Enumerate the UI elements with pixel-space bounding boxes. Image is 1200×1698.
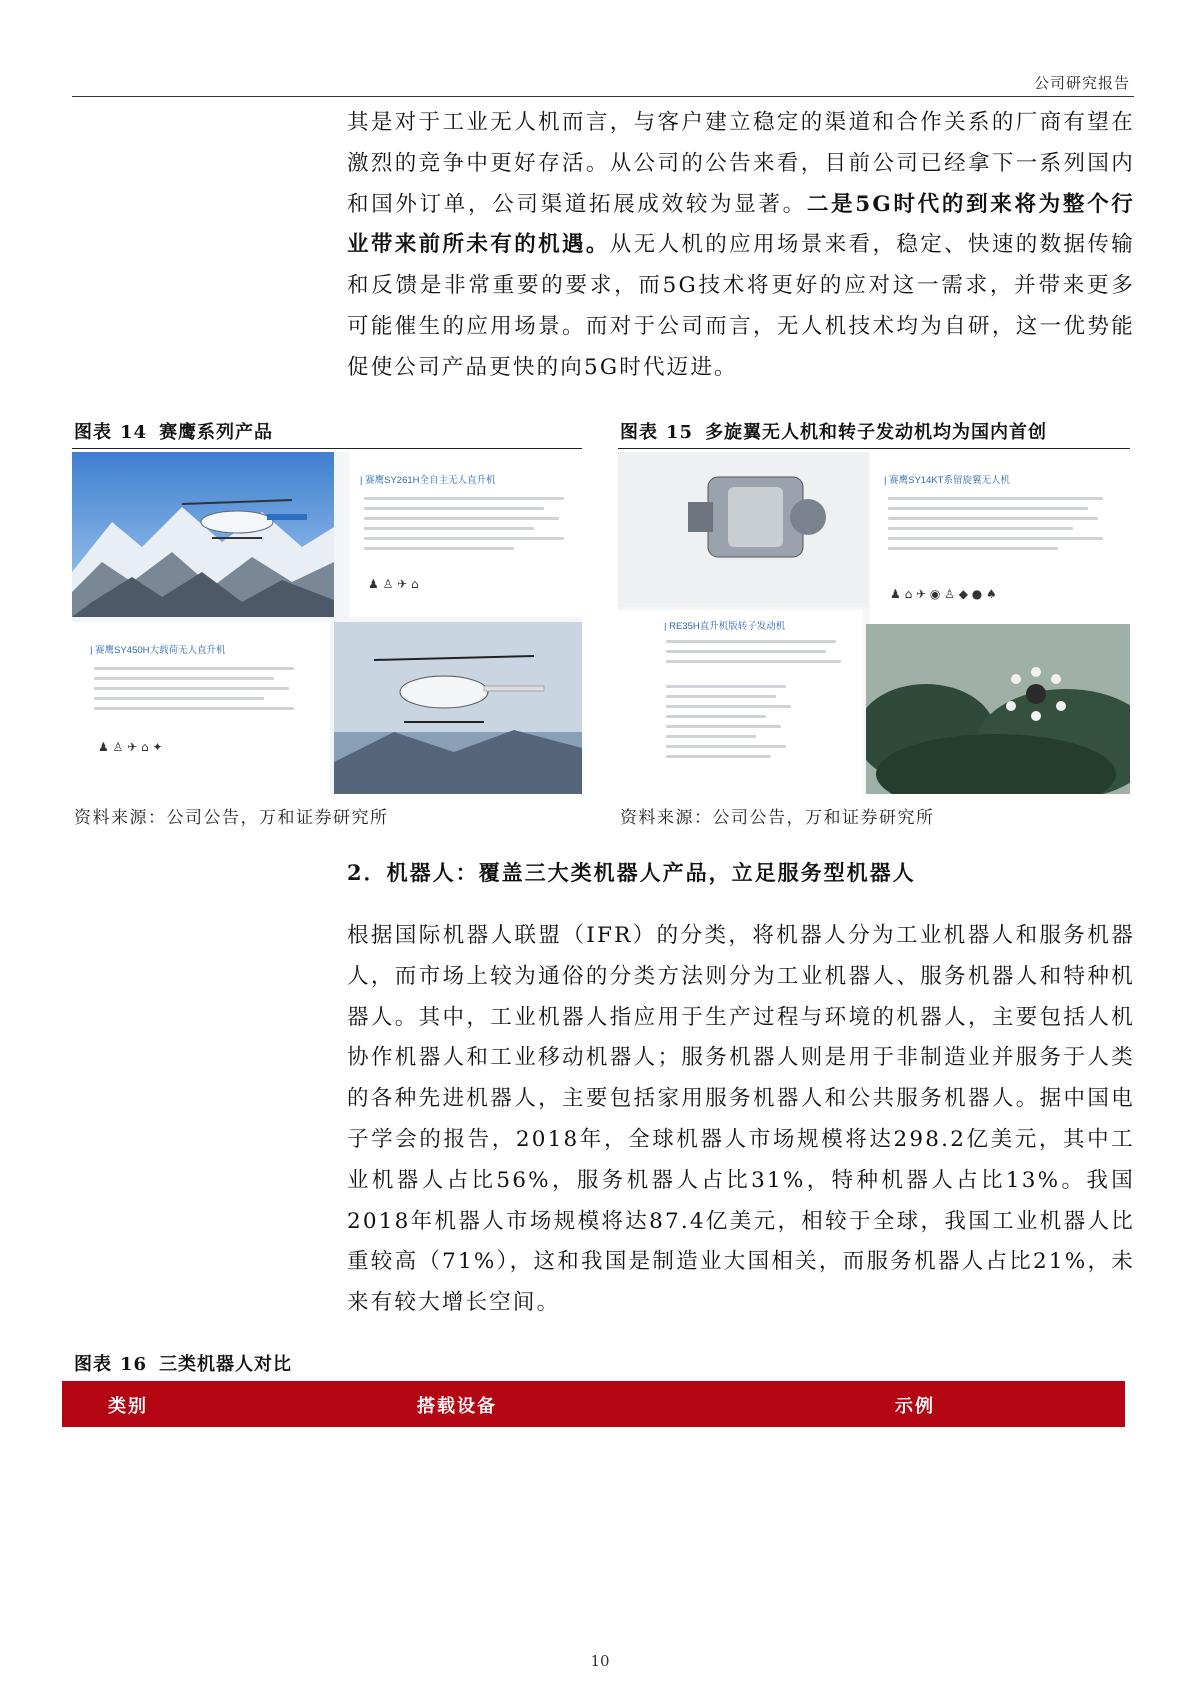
fig14-image — [72, 452, 582, 794]
section-heading: 2．机器人：覆盖三大类机器人产品，立足服务型机器人 — [347, 860, 916, 885]
fig16-title-text: 三类机器人对比 — [159, 1354, 293, 1375]
app-icon: ♟ ♙ ✈ ⌂ ✦ — [98, 740, 163, 754]
sy261h-photo — [72, 452, 334, 617]
column-header-category: 类别 — [108, 1396, 148, 1417]
sy14kt-spec-card — [870, 452, 1130, 624]
fig16-label: 图表 — [74, 1354, 112, 1375]
re35h-card-title: | RE35H直升机版转子发动机 — [664, 621, 786, 632]
re35h-engine-photo — [618, 452, 868, 607]
intro-line-3: 国内和国外订单，公司渠道拓展成效较为显著。 — [347, 150, 1135, 217]
sy450h-spec-card — [72, 622, 330, 794]
re35h-spec-card — [618, 610, 863, 794]
fig15-label: 图表 — [620, 422, 658, 443]
sy14kt-card-title: | 赛鹰SY14KT系留旋翼无人机 — [884, 475, 1010, 486]
fig15-title — [620, 418, 1047, 444]
fig15-number: 15 — [666, 422, 694, 443]
fig15-title-text: 多旋翼无人机和转子发动机均为国内首创 — [705, 422, 1048, 443]
fig15-rule — [618, 448, 1130, 449]
robot-comparison-table-header — [62, 1381, 1125, 1427]
fig15-image — [618, 452, 1130, 794]
sy14kt-drone-photo — [866, 624, 1130, 794]
fig14-label: 图表 — [74, 422, 112, 443]
fig16-number: 16 — [120, 1354, 148, 1375]
app-icon: ♟ ♙ ✈ ⌂ — [368, 577, 419, 591]
header-divider — [72, 96, 1134, 97]
section2-paragraph: 根据国际机器人联盟（IFR）的分类，将机器人分为工业机器人和服务机器人，而市场上较为通俗的分类方法则分为工业机器人、服务机器人和特种机器人。其中，工业机器人指应用于生产过程与环境的机器人，主要包括人机协作机器人和工业移动机器人；服务机器人则是用于非制造业并服务于人类的各种先进机器人，主要包括家用服务机器人和公共服务机器人。据中国电子学会的报告，2018年，全球机器人市场规模将达298.2亿美元，其中工业机器人占比56%，服务机器人占比31%，特种机器人占比13%。我国2018年机器人市场规模将达87.4亿美元，相较于全球，我国工业机器人比重较高（71%），这和我国是制造业大国相关，而服务机器人占比21%，未来有较大增长空间。 — [347, 923, 1135, 1316]
fig14-title — [74, 418, 273, 444]
intro-line-1: 其是对于工业无人机而言，与客户建立稳定的渠道和合作关系的厂商有望 — [347, 110, 1112, 135]
fig15-source: 资料来源：公司公告，万和证券研究所 — [620, 808, 935, 828]
intro-rest: 从无人机的应用场景来看，稳定、快速的数据传输和反馈是非常重要的要求，而5G技术将更好的应对这一需求，并带来更多可能催生的应用场景。而对于公司而言，无人机技术均为自研，这一优势能促使公司产品更快的向5G时代迈进。 — [347, 232, 1136, 380]
report-type-label: 公司研究报告 — [1033, 74, 1130, 92]
sy450h-photo — [334, 622, 582, 794]
fig14-source: 资料来源：公司公告，万和证券研究所 — [74, 808, 389, 828]
fig14-title-text: 赛鹰系列产品 — [159, 422, 274, 443]
intro-bold-statement: 二是5G时代的到来将为整个行业带来前所未有的机遇。 — [347, 191, 1135, 258]
fig14-number: 14 — [120, 422, 148, 443]
sy261h-spec-card — [350, 452, 582, 617]
sy450h-card-title: | 赛鹰SY450H大载荷无人直升机 — [90, 645, 226, 656]
intro-line-2: 在激烈的竞争中更好存活。从公司的公告来看，目前公司已经拿下一系列 — [347, 110, 1135, 176]
app-icon: ♟ ⌂ ✈ ◉ ♙ ◆ ● ♠ — [890, 587, 997, 601]
fig16-title — [74, 1350, 292, 1376]
column-header-equipment: 搭载设备 — [417, 1396, 497, 1417]
fig14-rule — [72, 448, 582, 449]
intro-paragraph — [347, 103, 1135, 389]
column-header-example: 示例 — [895, 1396, 935, 1417]
page-number: 10 — [590, 1652, 610, 1670]
sy261h-card-title: | 赛鹰SY261H全自主无人直升机 — [360, 475, 496, 486]
